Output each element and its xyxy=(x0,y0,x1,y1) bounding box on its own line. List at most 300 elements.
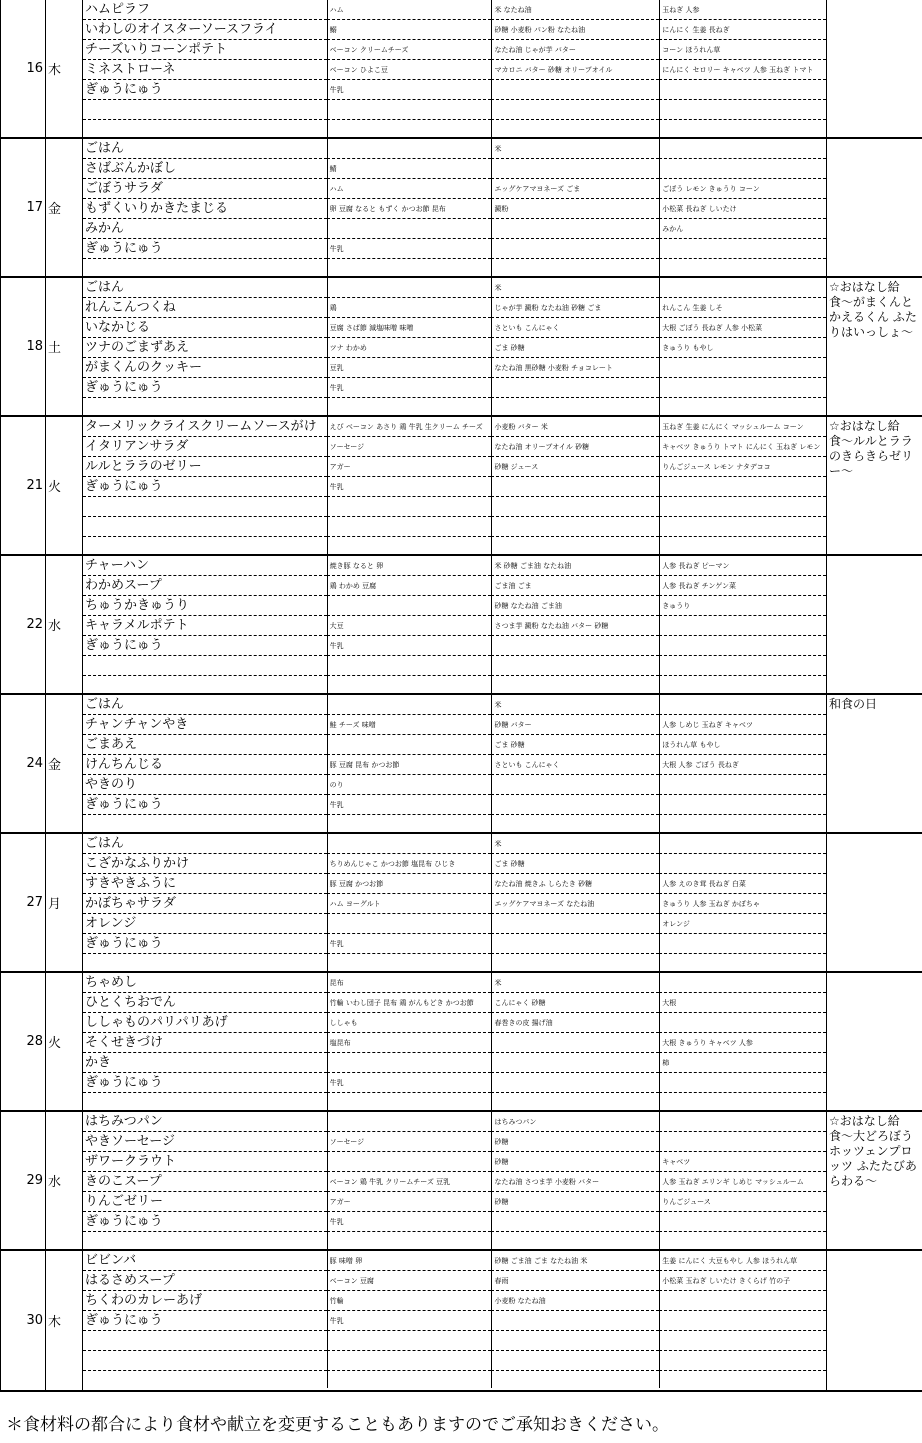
green-group-cell xyxy=(659,1331,826,1351)
red-group-cell: 牛乳 xyxy=(327,636,492,656)
green-group-cell: りんごジュース xyxy=(659,1192,826,1212)
yellow-group-cell xyxy=(491,676,659,693)
yellow-group-cell: はちみつパン xyxy=(491,1112,659,1132)
dish-name: キャラメルポテト xyxy=(83,616,327,636)
menu-item-row xyxy=(83,278,826,298)
menu-items xyxy=(83,972,827,1111)
green-group-cell: 人参 玉ねぎ エリンギ しめじ マッシュルーム xyxy=(659,1172,826,1192)
green-group-cell: ほうれん草 もやし xyxy=(659,735,826,755)
menu-item-row xyxy=(83,1013,826,1033)
red-group-cell xyxy=(327,1152,492,1172)
green-group-cell xyxy=(659,259,826,276)
weekday-cell: 木 xyxy=(46,0,83,138)
menu-item-row xyxy=(83,298,826,318)
red-group-cell: 豚 味噌 卵 xyxy=(327,1251,492,1271)
yellow-group-cell: 砂糖 xyxy=(491,1192,659,1212)
red-group-cell: アガー xyxy=(327,457,492,477)
yellow-group-cell xyxy=(491,219,659,239)
weekday-cell: 土 xyxy=(46,277,83,416)
yellow-group-cell: 砂糖 xyxy=(491,1152,659,1172)
green-group-cell xyxy=(659,636,826,656)
menu-item-row xyxy=(83,179,826,199)
dish-name: オレンジ xyxy=(83,914,327,934)
menu-item-row xyxy=(83,219,826,239)
weekday-cell: 月 xyxy=(46,833,83,972)
green-group-cell: 大根 ごぼう 長ねぎ 人参 小松菜 xyxy=(659,318,826,338)
yellow-group-cell: 砂糖 小麦粉 パン粉 なたね油 xyxy=(491,20,659,40)
menu-item-row xyxy=(83,199,826,219)
menu-item-row xyxy=(83,139,826,159)
red-group-cell xyxy=(327,278,492,298)
dish-name: ミネストローネ xyxy=(83,60,327,80)
red-group-cell: ベーコン ひよこ豆 xyxy=(327,60,492,80)
dish-name xyxy=(83,100,327,120)
yellow-group-cell xyxy=(491,1371,659,1388)
dish-name: りんごゼリー xyxy=(83,1192,327,1212)
yellow-group-cell xyxy=(491,815,659,832)
dish-name xyxy=(83,954,327,971)
footer-note: ＊食材料の都合により食材や献立を変更することもありますのでご承知おきください。 xyxy=(6,1415,669,1435)
dish-name: ちくわのカレーあげ xyxy=(83,1291,327,1311)
red-group-cell: 卵 豆腐 なると もずく かつお節 昆布 xyxy=(327,199,492,219)
date-cell: 22 xyxy=(1,555,46,694)
red-group-cell: 牛乳 xyxy=(327,378,492,398)
menu-item-row xyxy=(83,1152,826,1172)
dish-name: かぼちゃサラダ xyxy=(83,894,327,914)
red-group-cell: ベーコン 鶏 牛乳 クリームチーズ 豆乳 xyxy=(327,1172,492,1192)
green-group-cell: キャベツ きゅうり トマト にんにく 玉ねぎ レモン xyxy=(659,437,826,457)
yellow-group-cell xyxy=(491,1351,659,1371)
green-group-cell: 人参 しめじ 玉ねぎ キャベツ xyxy=(659,715,826,735)
yellow-group-cell xyxy=(491,914,659,934)
day-block xyxy=(1,0,922,138)
note-cell xyxy=(827,833,922,972)
green-group-cell xyxy=(659,934,826,954)
yellow-group-cell xyxy=(491,398,659,415)
red-group-cell: 鶏 xyxy=(327,298,492,318)
green-group-cell xyxy=(659,537,826,554)
day-block xyxy=(1,416,922,555)
dish-name xyxy=(83,497,327,517)
yellow-group-cell: 米 なたね油 xyxy=(491,0,659,20)
green-group-cell xyxy=(659,676,826,693)
green-group-cell: りんごジュース レモン ナタデココ xyxy=(659,457,826,477)
red-group-cell xyxy=(327,1351,492,1371)
menu-item-row xyxy=(83,1251,826,1271)
green-group-cell: 柿 xyxy=(659,1053,826,1073)
green-group-cell xyxy=(659,854,826,874)
day-block xyxy=(1,555,922,694)
green-group-cell xyxy=(659,795,826,815)
green-group-cell: 玉ねぎ 人参 xyxy=(659,0,826,20)
menu-item-row xyxy=(83,636,826,656)
yellow-group-cell xyxy=(491,239,659,259)
green-group-cell xyxy=(659,398,826,415)
dish-name: ツナのごまずあえ xyxy=(83,338,327,358)
dish-name: わかめスープ xyxy=(83,576,327,596)
red-group-cell: ツナ わかめ xyxy=(327,338,492,358)
yellow-group-cell: 小麦粉 なたね油 xyxy=(491,1291,659,1311)
dish-name xyxy=(83,120,327,137)
green-group-cell xyxy=(659,159,826,179)
green-group-cell xyxy=(659,616,826,636)
red-group-cell: 大豆 xyxy=(327,616,492,636)
green-group-cell: 小松菜 玉ねぎ しいたけ きくらげ 竹の子 xyxy=(659,1271,826,1291)
red-group-cell: 牛乳 xyxy=(327,80,492,100)
yellow-group-cell xyxy=(491,1311,659,1331)
menu-item-row xyxy=(83,1311,826,1331)
red-group-cell: ハム xyxy=(327,179,492,199)
green-group-cell: 大根 きゅうり キャベツ 人参 xyxy=(659,1033,826,1053)
menu-item-row xyxy=(83,417,826,437)
red-group-cell xyxy=(327,596,492,616)
green-group-cell: 小松菜 長ねぎ しいたけ xyxy=(659,199,826,219)
yellow-group-cell: 米 xyxy=(491,139,659,159)
dish-name xyxy=(83,537,327,554)
weekday-cell: 金 xyxy=(46,694,83,833)
menu-item-row xyxy=(83,874,826,894)
green-group-cell: ごぼう レモン きゅうり コーン xyxy=(659,179,826,199)
red-group-cell xyxy=(327,1331,492,1351)
menu-item-row xyxy=(83,755,826,775)
green-group-cell xyxy=(659,1132,826,1152)
dish-name: チャンチャンやき xyxy=(83,715,327,735)
weekday-cell: 木 xyxy=(46,1250,83,1391)
green-group-cell xyxy=(659,477,826,497)
dish-name: はるさめスープ xyxy=(83,1271,327,1291)
day-block xyxy=(1,694,922,833)
red-group-cell: 牛乳 xyxy=(327,1073,492,1093)
green-group-cell: 大根 xyxy=(659,993,826,1013)
menu-item-row xyxy=(83,795,826,815)
dish-name: ちゃめし xyxy=(83,973,327,993)
dish-name: はちみつパン xyxy=(83,1112,327,1132)
date-cell: 17 xyxy=(1,138,46,277)
menu-item-row xyxy=(83,894,826,914)
yellow-group-cell xyxy=(491,1073,659,1093)
note-cell xyxy=(827,0,922,138)
dish-name xyxy=(83,517,327,537)
yellow-group-cell xyxy=(491,795,659,815)
menu-item-row xyxy=(83,954,826,971)
day-block xyxy=(1,277,922,416)
menu-item-row xyxy=(83,1212,826,1232)
menu-item-row xyxy=(83,556,826,576)
dish-name: ぎゅうにゅう xyxy=(83,636,327,656)
green-group-cell xyxy=(659,1232,826,1249)
green-group-cell: にんにく 生姜 長ねぎ xyxy=(659,20,826,40)
red-group-cell xyxy=(327,914,492,934)
date-cell: 28 xyxy=(1,972,46,1111)
red-group-cell: 牛乳 xyxy=(327,795,492,815)
dish-name: チャーハン xyxy=(83,556,327,576)
menu-item-row xyxy=(83,934,826,954)
yellow-group-cell: さつま芋 澱粉 なたね油 バター 砂糖 xyxy=(491,616,659,636)
green-group-cell xyxy=(659,1212,826,1232)
dish-name: けんちんじる xyxy=(83,755,327,775)
red-group-cell: 鰯 xyxy=(327,20,492,40)
green-group-cell: 生姜 にんにく 大豆もやし 人参 ほうれん草 xyxy=(659,1251,826,1271)
yellow-group-cell xyxy=(491,636,659,656)
menu-item-row xyxy=(83,715,826,735)
dish-name: こざかなふりかけ xyxy=(83,854,327,874)
red-group-cell: 牛乳 xyxy=(327,934,492,954)
dish-name xyxy=(83,1232,327,1249)
red-group-cell: のり xyxy=(327,775,492,795)
menu-item-row xyxy=(83,398,826,415)
yellow-group-cell xyxy=(491,120,659,137)
menu-item-row xyxy=(83,973,826,993)
green-group-cell xyxy=(659,1073,826,1093)
menu-item-row xyxy=(83,1073,826,1093)
date-cell: 16 xyxy=(1,0,46,138)
menu-item-row xyxy=(83,378,826,398)
green-group-cell: 人参 長ねぎ チンゲン菜 xyxy=(659,576,826,596)
dish-name: いわしのオイスターソースフライ xyxy=(83,20,327,40)
weekday-cell: 火 xyxy=(46,972,83,1111)
green-group-cell xyxy=(659,834,826,854)
menu-item-row xyxy=(83,1093,826,1110)
menu-item-row xyxy=(83,40,826,60)
red-group-cell: 牛乳 xyxy=(327,477,492,497)
weekday-cell: 水 xyxy=(46,555,83,694)
dish-name: れんこんつくね xyxy=(83,298,327,318)
yellow-group-cell: なたね油 オリーブオイル 砂糖 xyxy=(491,437,659,457)
red-group-cell xyxy=(327,100,492,120)
green-group-cell xyxy=(659,497,826,517)
yellow-group-cell: なたね油 さつま芋 小麦粉 バター xyxy=(491,1172,659,1192)
note-cell: ☆おはなし給食〜ルルとララのきらきらゼリー〜 xyxy=(827,416,922,555)
menu-item-row xyxy=(83,1053,826,1073)
date-cell: 30 xyxy=(1,1250,46,1391)
green-group-cell: みかん xyxy=(659,219,826,239)
red-group-cell xyxy=(327,735,492,755)
menu-item-row xyxy=(83,616,826,636)
red-group-cell: ベーコン クリームチーズ xyxy=(327,40,492,60)
menu-item-row xyxy=(83,695,826,715)
red-group-cell xyxy=(327,1371,492,1388)
red-group-cell: 竹輪 いわし団子 昆布 鶏 がんもどき かつお節 xyxy=(327,993,492,1013)
green-group-cell xyxy=(659,80,826,100)
yellow-group-cell xyxy=(491,159,659,179)
red-group-cell xyxy=(327,834,492,854)
red-group-cell: ソーセージ xyxy=(327,437,492,457)
red-group-cell: 鶏 わかめ 豆腐 xyxy=(327,576,492,596)
yellow-group-cell xyxy=(491,934,659,954)
menu-item-row xyxy=(83,1351,826,1371)
dish-name: ぎゅうにゅう xyxy=(83,239,327,259)
red-group-cell xyxy=(327,815,492,832)
dish-name: いなかじる xyxy=(83,318,327,338)
note-cell xyxy=(827,1250,922,1391)
dish-name xyxy=(83,1351,327,1371)
dish-name: さばぶんかぼし xyxy=(83,159,327,179)
menu-items xyxy=(83,833,827,972)
dish-name: きのこスープ xyxy=(83,1172,327,1192)
menu-item-row xyxy=(83,735,826,755)
red-group-cell: 焼き豚 なると 卵 xyxy=(327,556,492,576)
note-cell: ☆おはなし給食〜がまくんとかえるくん ふたりはいっしょ〜 xyxy=(827,277,922,416)
red-group-cell xyxy=(327,497,492,517)
red-group-cell: 豆腐 さば節 減塩味噌 味噌 xyxy=(327,318,492,338)
date-cell: 27 xyxy=(1,833,46,972)
dish-name: もずくいりかきたまじる xyxy=(83,199,327,219)
red-group-cell: ソーセージ xyxy=(327,1132,492,1152)
menu-item-row xyxy=(83,318,826,338)
menu-item-row xyxy=(83,338,826,358)
yellow-group-cell xyxy=(491,80,659,100)
menu-item-row xyxy=(83,656,826,676)
yellow-group-cell: 砂糖 なたね油 ごま油 xyxy=(491,596,659,616)
yellow-group-cell: 小麦粉 バター 米 xyxy=(491,417,659,437)
dish-name: ごはん xyxy=(83,139,327,159)
red-group-cell: ベーコン 豆腐 xyxy=(327,1271,492,1291)
note-cell xyxy=(827,138,922,277)
menu-item-row xyxy=(83,1172,826,1192)
yellow-group-cell xyxy=(491,1053,659,1073)
menu-item-row xyxy=(83,437,826,457)
green-group-cell xyxy=(659,1112,826,1132)
dish-name: ビビンバ xyxy=(83,1251,327,1271)
note-cell: ☆おはなし給食〜大どろぼうホッツェンプロッツ ふたたびあらわる〜 xyxy=(827,1111,922,1250)
red-group-cell: ハム ヨーグルト xyxy=(327,894,492,914)
green-group-cell: きゅうり もやし xyxy=(659,338,826,358)
weekday-cell: 水 xyxy=(46,1111,83,1250)
green-group-cell xyxy=(659,775,826,795)
menu-item-row xyxy=(83,914,826,934)
dish-name: すきやきふうに xyxy=(83,874,327,894)
red-group-cell: ハム xyxy=(327,0,492,20)
yellow-group-cell: 春雨 xyxy=(491,1271,659,1291)
weekday-cell: 火 xyxy=(46,416,83,555)
menu-item-row xyxy=(83,576,826,596)
green-group-cell xyxy=(659,278,826,298)
menu-item-row xyxy=(83,239,826,259)
date-cell: 29 xyxy=(1,1111,46,1250)
green-group-cell xyxy=(659,1311,826,1331)
red-group-cell: 豆乳 xyxy=(327,358,492,378)
yellow-group-cell xyxy=(491,656,659,676)
yellow-group-cell xyxy=(491,1212,659,1232)
yellow-group-cell: 米 砂糖 ごま油 なたね油 xyxy=(491,556,659,576)
yellow-group-cell: ごま 砂糖 xyxy=(491,735,659,755)
yellow-group-cell: ごま油 ごま xyxy=(491,576,659,596)
date-cell: 21 xyxy=(1,416,46,555)
red-group-cell: 牛乳 xyxy=(327,1311,492,1331)
menu-item-row xyxy=(83,120,826,137)
dish-name: ぎゅうにゅう xyxy=(83,1073,327,1093)
red-group-cell xyxy=(327,695,492,715)
day-block xyxy=(1,833,922,972)
menu-item-row xyxy=(83,676,826,693)
green-group-cell xyxy=(659,1291,826,1311)
menu-item-row xyxy=(83,159,826,179)
dish-name: がまくんのクッキー xyxy=(83,358,327,378)
menu-items xyxy=(83,0,827,138)
dish-name: やきのり xyxy=(83,775,327,795)
red-group-cell xyxy=(327,537,492,554)
menu-item-row xyxy=(83,834,826,854)
dish-name: ひとくちおでん xyxy=(83,993,327,1013)
yellow-group-cell: マカロニ バター 砂糖 オリーブオイル xyxy=(491,60,659,80)
green-group-cell: にんにく セロリー キャベツ 人参 玉ねぎ トマト xyxy=(659,60,826,80)
dish-name: ザワークラウト xyxy=(83,1152,327,1172)
note-cell xyxy=(827,972,922,1111)
red-group-cell: 鮭 チーズ 味噌 xyxy=(327,715,492,735)
menu-items xyxy=(83,1250,827,1391)
dish-name: ハムピラフ xyxy=(83,0,327,20)
yellow-group-cell: 春巻きの皮 揚げ油 xyxy=(491,1013,659,1033)
dish-name: ぎゅうにゅう xyxy=(83,934,327,954)
red-group-cell: 竹輪 xyxy=(327,1291,492,1311)
yellow-group-cell: こんにゃく 砂糖 xyxy=(491,993,659,1013)
green-group-cell xyxy=(659,1351,826,1371)
menu-item-row xyxy=(83,1033,826,1053)
green-group-cell: きゅうり 人参 玉ねぎ かぼちゃ xyxy=(659,894,826,914)
date-cell: 18 xyxy=(1,277,46,416)
red-group-cell xyxy=(327,676,492,693)
yellow-group-cell: なたね油 じゃが芋 バター xyxy=(491,40,659,60)
yellow-group-cell xyxy=(491,497,659,517)
red-group-cell xyxy=(327,954,492,971)
yellow-group-cell: ごま 砂糖 xyxy=(491,338,659,358)
red-group-cell: 塩昆布 xyxy=(327,1033,492,1053)
dish-name: ぎゅうにゅう xyxy=(83,80,327,100)
day-block xyxy=(1,972,922,1111)
dish-name: ごはん xyxy=(83,278,327,298)
yellow-group-cell xyxy=(491,378,659,398)
yellow-group-cell xyxy=(491,517,659,537)
red-group-cell: ししゃも xyxy=(327,1013,492,1033)
red-group-cell xyxy=(327,120,492,137)
red-group-cell: 昆布 xyxy=(327,973,492,993)
red-group-cell xyxy=(327,1112,492,1132)
red-group-cell: 牛乳 xyxy=(327,239,492,259)
yellow-group-cell xyxy=(491,100,659,120)
yellow-group-cell: エッグケアマヨネーズ ごま xyxy=(491,179,659,199)
green-group-cell xyxy=(659,120,826,137)
menu-items xyxy=(83,555,827,694)
menu-items xyxy=(83,1111,827,1250)
date-cell: 24 xyxy=(1,694,46,833)
green-group-cell: オレンジ xyxy=(659,914,826,934)
red-group-cell xyxy=(327,656,492,676)
dish-name xyxy=(83,259,327,276)
dish-name xyxy=(83,656,327,676)
yellow-group-cell: さといも こんにゃく xyxy=(491,318,659,338)
menu-item-row xyxy=(83,596,826,616)
red-group-cell xyxy=(327,219,492,239)
green-group-cell xyxy=(659,1013,826,1033)
yellow-group-cell: 澱粉 xyxy=(491,199,659,219)
menu-item-row xyxy=(83,1291,826,1311)
note-cell xyxy=(827,555,922,694)
yellow-group-cell xyxy=(491,1093,659,1110)
yellow-group-cell: なたね油 黒砂糖 小麦粉 チョコレート xyxy=(491,358,659,378)
dish-name: ぎゅうにゅう xyxy=(83,477,327,497)
menu-item-row xyxy=(83,517,826,537)
yellow-group-cell: エッグケアマヨネーズ なたね油 xyxy=(491,894,659,914)
dish-name: ぎゅうにゅう xyxy=(83,1311,327,1331)
green-group-cell xyxy=(659,100,826,120)
green-group-cell: 人参 長ねぎ ピーマン xyxy=(659,556,826,576)
menu-item-row xyxy=(83,815,826,832)
dish-name xyxy=(83,1371,327,1388)
menu-item-row xyxy=(83,1232,826,1249)
dish-name: ぎゅうにゅう xyxy=(83,378,327,398)
red-group-cell xyxy=(327,139,492,159)
dish-name xyxy=(83,815,327,832)
